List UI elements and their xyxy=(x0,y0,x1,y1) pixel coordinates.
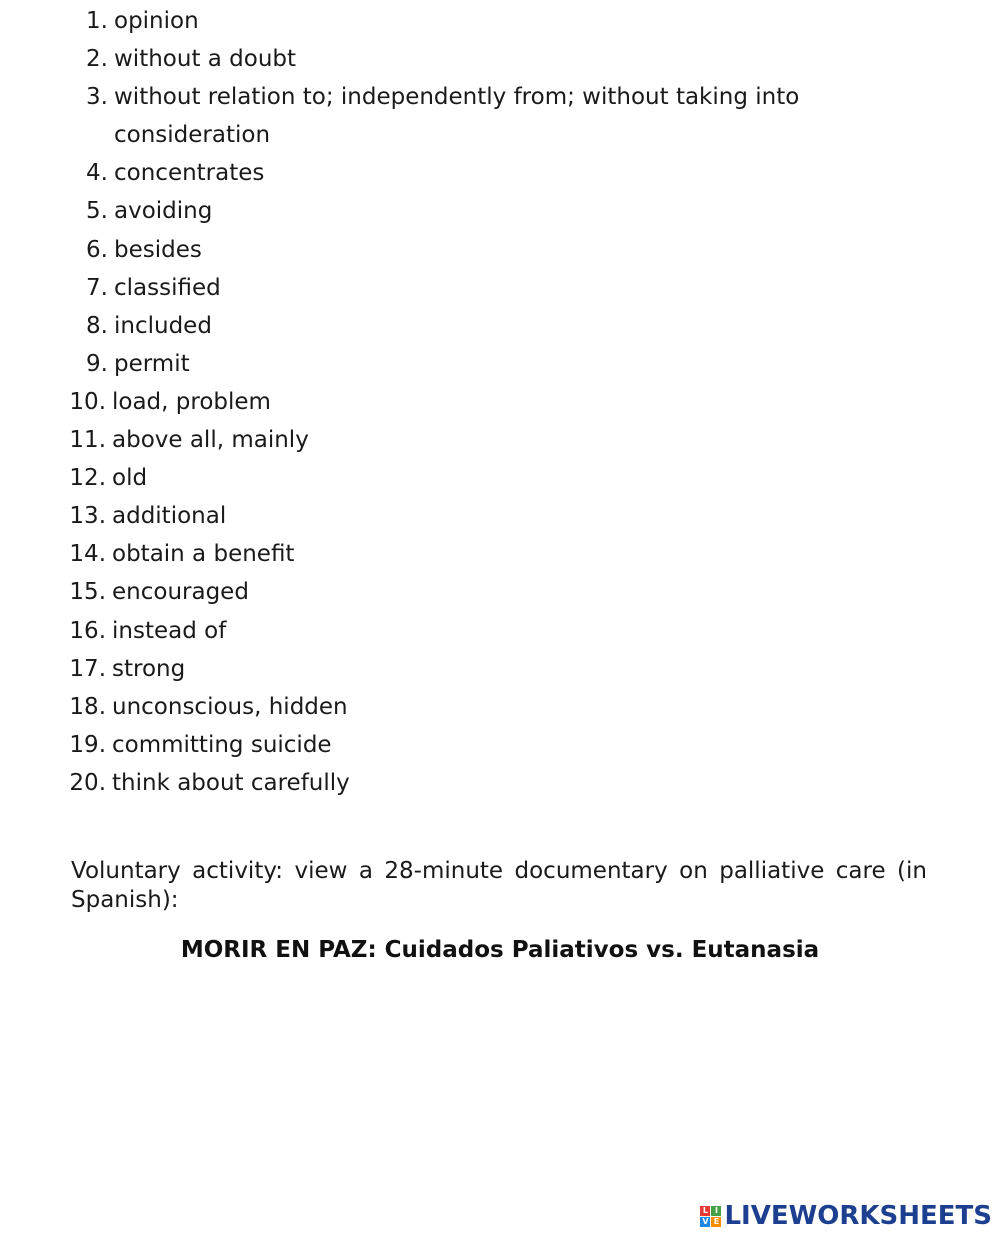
answer-item xyxy=(0,650,1000,688)
answer-number: 16. xyxy=(69,617,106,644)
answer-item xyxy=(0,269,1000,307)
logo-letter-tile: V xyxy=(702,1216,709,1226)
answer-number: 18. xyxy=(69,693,106,720)
answer-text: permit xyxy=(114,350,190,377)
answer-number: 6. xyxy=(86,236,108,263)
answer-text: encouraged xyxy=(112,579,249,606)
answer-number: 19. xyxy=(69,731,106,758)
answer-text: without a doubt xyxy=(114,46,297,73)
brand-name: LIVEWORKSHEETS xyxy=(724,1201,992,1231)
answer-item xyxy=(0,192,1000,230)
answer-number: 10. xyxy=(69,388,106,415)
answer-item xyxy=(0,612,1000,650)
answer-text: concentrates xyxy=(114,160,265,187)
answer-text: think about carefully xyxy=(112,769,350,796)
answer-item xyxy=(0,726,1000,764)
liveworksheets-brand[interactable] xyxy=(700,1200,992,1232)
answer-item xyxy=(0,688,1000,726)
answer-item xyxy=(0,535,1000,573)
logo-letter-tile: E xyxy=(711,1217,721,1227)
answer-text: old xyxy=(112,465,148,492)
answer-list xyxy=(0,2,1000,802)
answer-text: besides xyxy=(114,236,202,263)
answer-item xyxy=(0,78,1000,154)
answer-text: additional xyxy=(112,503,227,530)
answer-number: 8. xyxy=(86,312,108,339)
answer-item xyxy=(0,421,1000,459)
answer-text: instead of xyxy=(112,617,227,644)
answer-number: 5. xyxy=(86,198,108,225)
answer-number: 11. xyxy=(69,427,106,454)
answer-item xyxy=(0,459,1000,497)
answer-text: load, problem xyxy=(112,388,271,415)
answer-item xyxy=(0,231,1000,269)
answer-text: included xyxy=(114,312,212,339)
answer-number: 15. xyxy=(69,579,106,606)
answer-item xyxy=(0,497,1000,535)
answer-number: 9. xyxy=(86,350,108,377)
answer-text: classified xyxy=(114,274,221,301)
answer-number: 20. xyxy=(69,769,106,796)
answer-number: 2. xyxy=(86,46,108,73)
answer-text: obtain a benefit xyxy=(112,541,295,568)
answer-number: 17. xyxy=(69,655,106,682)
answer-text: avoiding xyxy=(114,198,213,225)
liveworksheets-logo-icon xyxy=(700,1206,721,1227)
answer-number: 12. xyxy=(69,465,106,492)
answer-number: 1. xyxy=(86,8,108,34)
answer-item xyxy=(0,154,1000,192)
logo-letter-tile: I xyxy=(711,1206,721,1216)
answer-text: strong xyxy=(112,655,186,682)
answer-text: without relation to; independently from; without taking into consideration xyxy=(114,84,800,149)
logo-letter-tile: L xyxy=(700,1206,710,1216)
answer-number: 7. xyxy=(86,274,108,301)
answer-item xyxy=(0,40,1000,78)
documentary-title: MORIR EN PAZ: Cuidados Paliativos vs. Eutanasia xyxy=(180,937,820,963)
answer-number: 3. xyxy=(86,84,108,111)
answer-item xyxy=(0,764,1000,802)
answer-text: unconscious, hidden xyxy=(112,693,348,720)
answer-text: committing suicide xyxy=(112,731,332,758)
answer-text: opinion xyxy=(114,8,199,34)
answer-item xyxy=(0,307,1000,345)
answer-number: 14. xyxy=(69,541,106,568)
answer-number: 13. xyxy=(69,503,106,530)
answer-item xyxy=(0,573,1000,611)
answer-item xyxy=(0,345,1000,383)
voluntary-activity-note: Voluntary activity: view a 28-minute documentary on palliative care (in Spanish): xyxy=(71,858,927,913)
answer-text: above all, mainly xyxy=(112,427,309,454)
answer-item xyxy=(0,383,1000,421)
answer-item xyxy=(0,2,1000,40)
answer-number: 4. xyxy=(86,160,108,187)
